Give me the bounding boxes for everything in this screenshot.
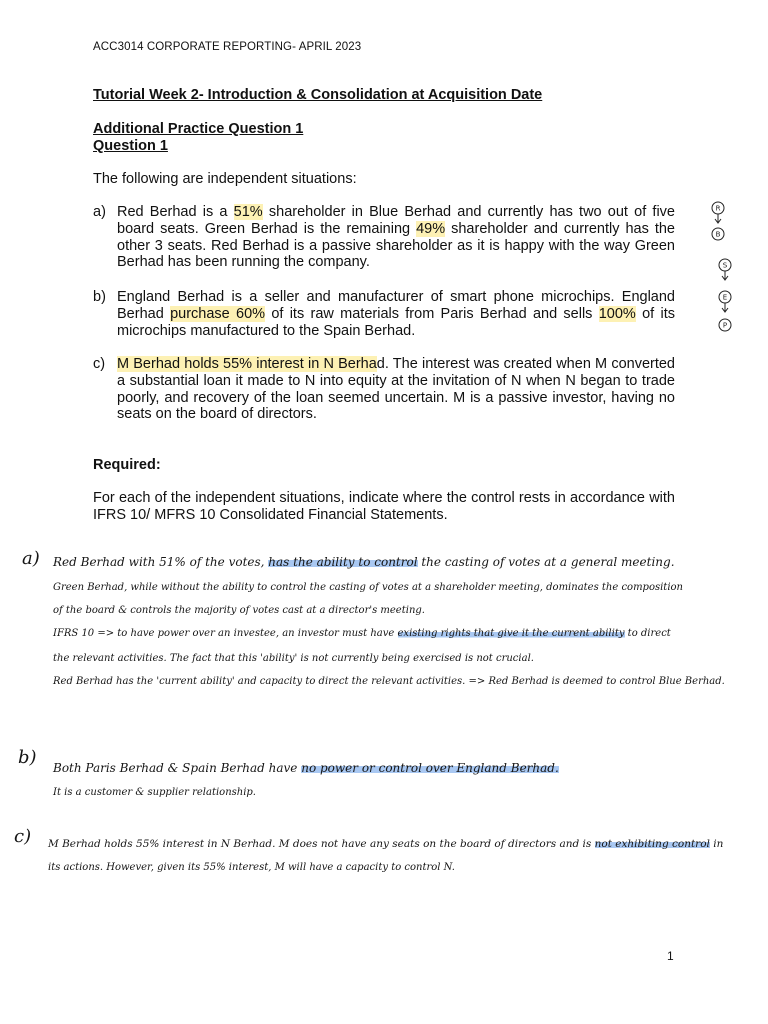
- situation-a-label: a): [93, 204, 106, 220]
- answer-a-line3: of the board & controls the majority of votes cast at a director's meeting.: [53, 605, 425, 616]
- answer-c-line1-end: in: [709, 838, 724, 850]
- situation-b-text: [117, 289, 675, 339]
- situation-b-label: b): [93, 289, 106, 305]
- required-heading: Required:: [93, 457, 161, 473]
- answer-c-label: c): [14, 826, 32, 847]
- answer-a-highlight-ability: has the ability to control: [268, 555, 418, 569]
- answer-a-label: a): [22, 548, 40, 569]
- page-number: 1: [667, 949, 674, 963]
- situation-c-text: [117, 356, 675, 423]
- answer-a-highlight-existing-rights: existing rights that give it the current ability: [397, 628, 625, 639]
- answer-a-line6: Red Berhad has the 'current ability' and capacity to direct the relevant activities. => Red Berhad is deemed to control Blue Berhad.: [53, 676, 725, 687]
- situation-b-part3: of its microchips manufactured to the Spain Berhad.: [117, 305, 676, 339]
- subtitle-question: Question 1: [93, 138, 168, 154]
- answer-c-line2: its actions. However, given its 55% interest, M will have a capacity to control N.: [48, 862, 455, 873]
- answer-a-line1-start: Red Berhad with 51% of the votes,: [53, 555, 269, 569]
- highlight-purchase-60: purchase 60%: [170, 305, 266, 322]
- highlight-51-percent: 51%: [233, 204, 263, 220]
- sketch-node-s: S: [722, 261, 728, 270]
- situation-a-part1: Red Berhad is a: [117, 204, 234, 220]
- answer-b-highlight-no-power: no power or control over England Berhad.: [301, 761, 559, 775]
- answer-b-line1-start: Both Paris Berhad & Spain Berhad have: [53, 761, 302, 775]
- answer-a-line1-end: the casting of votes at a general meeting.: [417, 555, 675, 569]
- sketch-node-b: B: [715, 230, 721, 239]
- highlight-100-percent: 100%: [598, 305, 636, 322]
- sketch-node-r: R: [715, 204, 721, 213]
- sketch-node-e: E: [722, 293, 728, 302]
- page-title: Tutorial Week 2- Introduction & Consolidation at Acquisition Date: [93, 87, 543, 103]
- answer-b-line2: It is a customer & supplier relationship.: [53, 787, 256, 798]
- subtitle-practice: Additional Practice Question 1: [93, 121, 304, 137]
- situation-c-label: c): [93, 356, 106, 372]
- document-header: ACC3014 CORPORATE REPORTING- APRIL 2023: [93, 41, 362, 53]
- answer-a-line4-end: to direct: [624, 628, 671, 639]
- situation-b-part2: of its raw materials from Paris Berhad and sells: [265, 305, 599, 322]
- answer-a-line5: the relevant activities. The fact that this 'ability' is not currently being exercised is not crucial.: [53, 653, 534, 664]
- situation-a: [93, 204, 675, 271]
- intro-text: The following are independent situations:: [93, 171, 357, 187]
- highlight-m-berhad-holds: M Berhad holds 55% interest in N Berha: [117, 356, 377, 372]
- answer-a-line4-start: IFRS 10 => to have power over an investee, an investor must have: [53, 628, 398, 639]
- situation-c-part1: d. The interest was created when M converted a substantial loan it made to N into equity at the invitation of N when N began to trade poorly, and recovery of the loan seemed uncertain. M is a passive investor, having no seats on the board of directors.: [117, 356, 675, 423]
- instruction-text: For each of the independent situations, indicate where the control rests in accordance with IFRS 10/ MFRS 10 Consolidated Financial Statements.: [93, 490, 675, 523]
- situation-b-part1: England Berhad is a seller and manufacturer of smart phone microchips. England Berhad: [117, 289, 675, 322]
- answer-b-line1: [53, 761, 559, 775]
- answer-a-line2: Green Berhad, while without the ability to control the casting of votes at a shareholder meeting, dominates the composition: [53, 582, 683, 593]
- sketch-node-p: P: [722, 321, 728, 330]
- situation-c: [93, 356, 675, 423]
- margin-sketch-diagram: [706, 198, 736, 338]
- situation-a-part2: shareholder in Blue Berhad and currently has two out of five board seats. Green Berhad is the remaining: [117, 204, 675, 237]
- situation-a-part3: shareholder and currently has the other 3 seats. Red Berhad is a passive shareholder as it is happy with the way Green Berhad has been running the company.: [117, 220, 675, 271]
- answer-c-line1-start: M Berhad holds 55% interest in N Berhad. M does not have any seats on the board of directors and is: [48, 838, 595, 850]
- answer-a-line1: [53, 555, 675, 569]
- situation-a-text: [117, 204, 675, 271]
- highlight-49-percent: 49%: [416, 220, 446, 237]
- answer-c-line1: [48, 838, 723, 850]
- answer-b-label: b): [18, 747, 37, 768]
- answer-a-line4: [53, 628, 671, 639]
- situation-b: [93, 289, 675, 339]
- answer-c-highlight-not-exhibiting: not exhibiting control: [594, 838, 710, 850]
